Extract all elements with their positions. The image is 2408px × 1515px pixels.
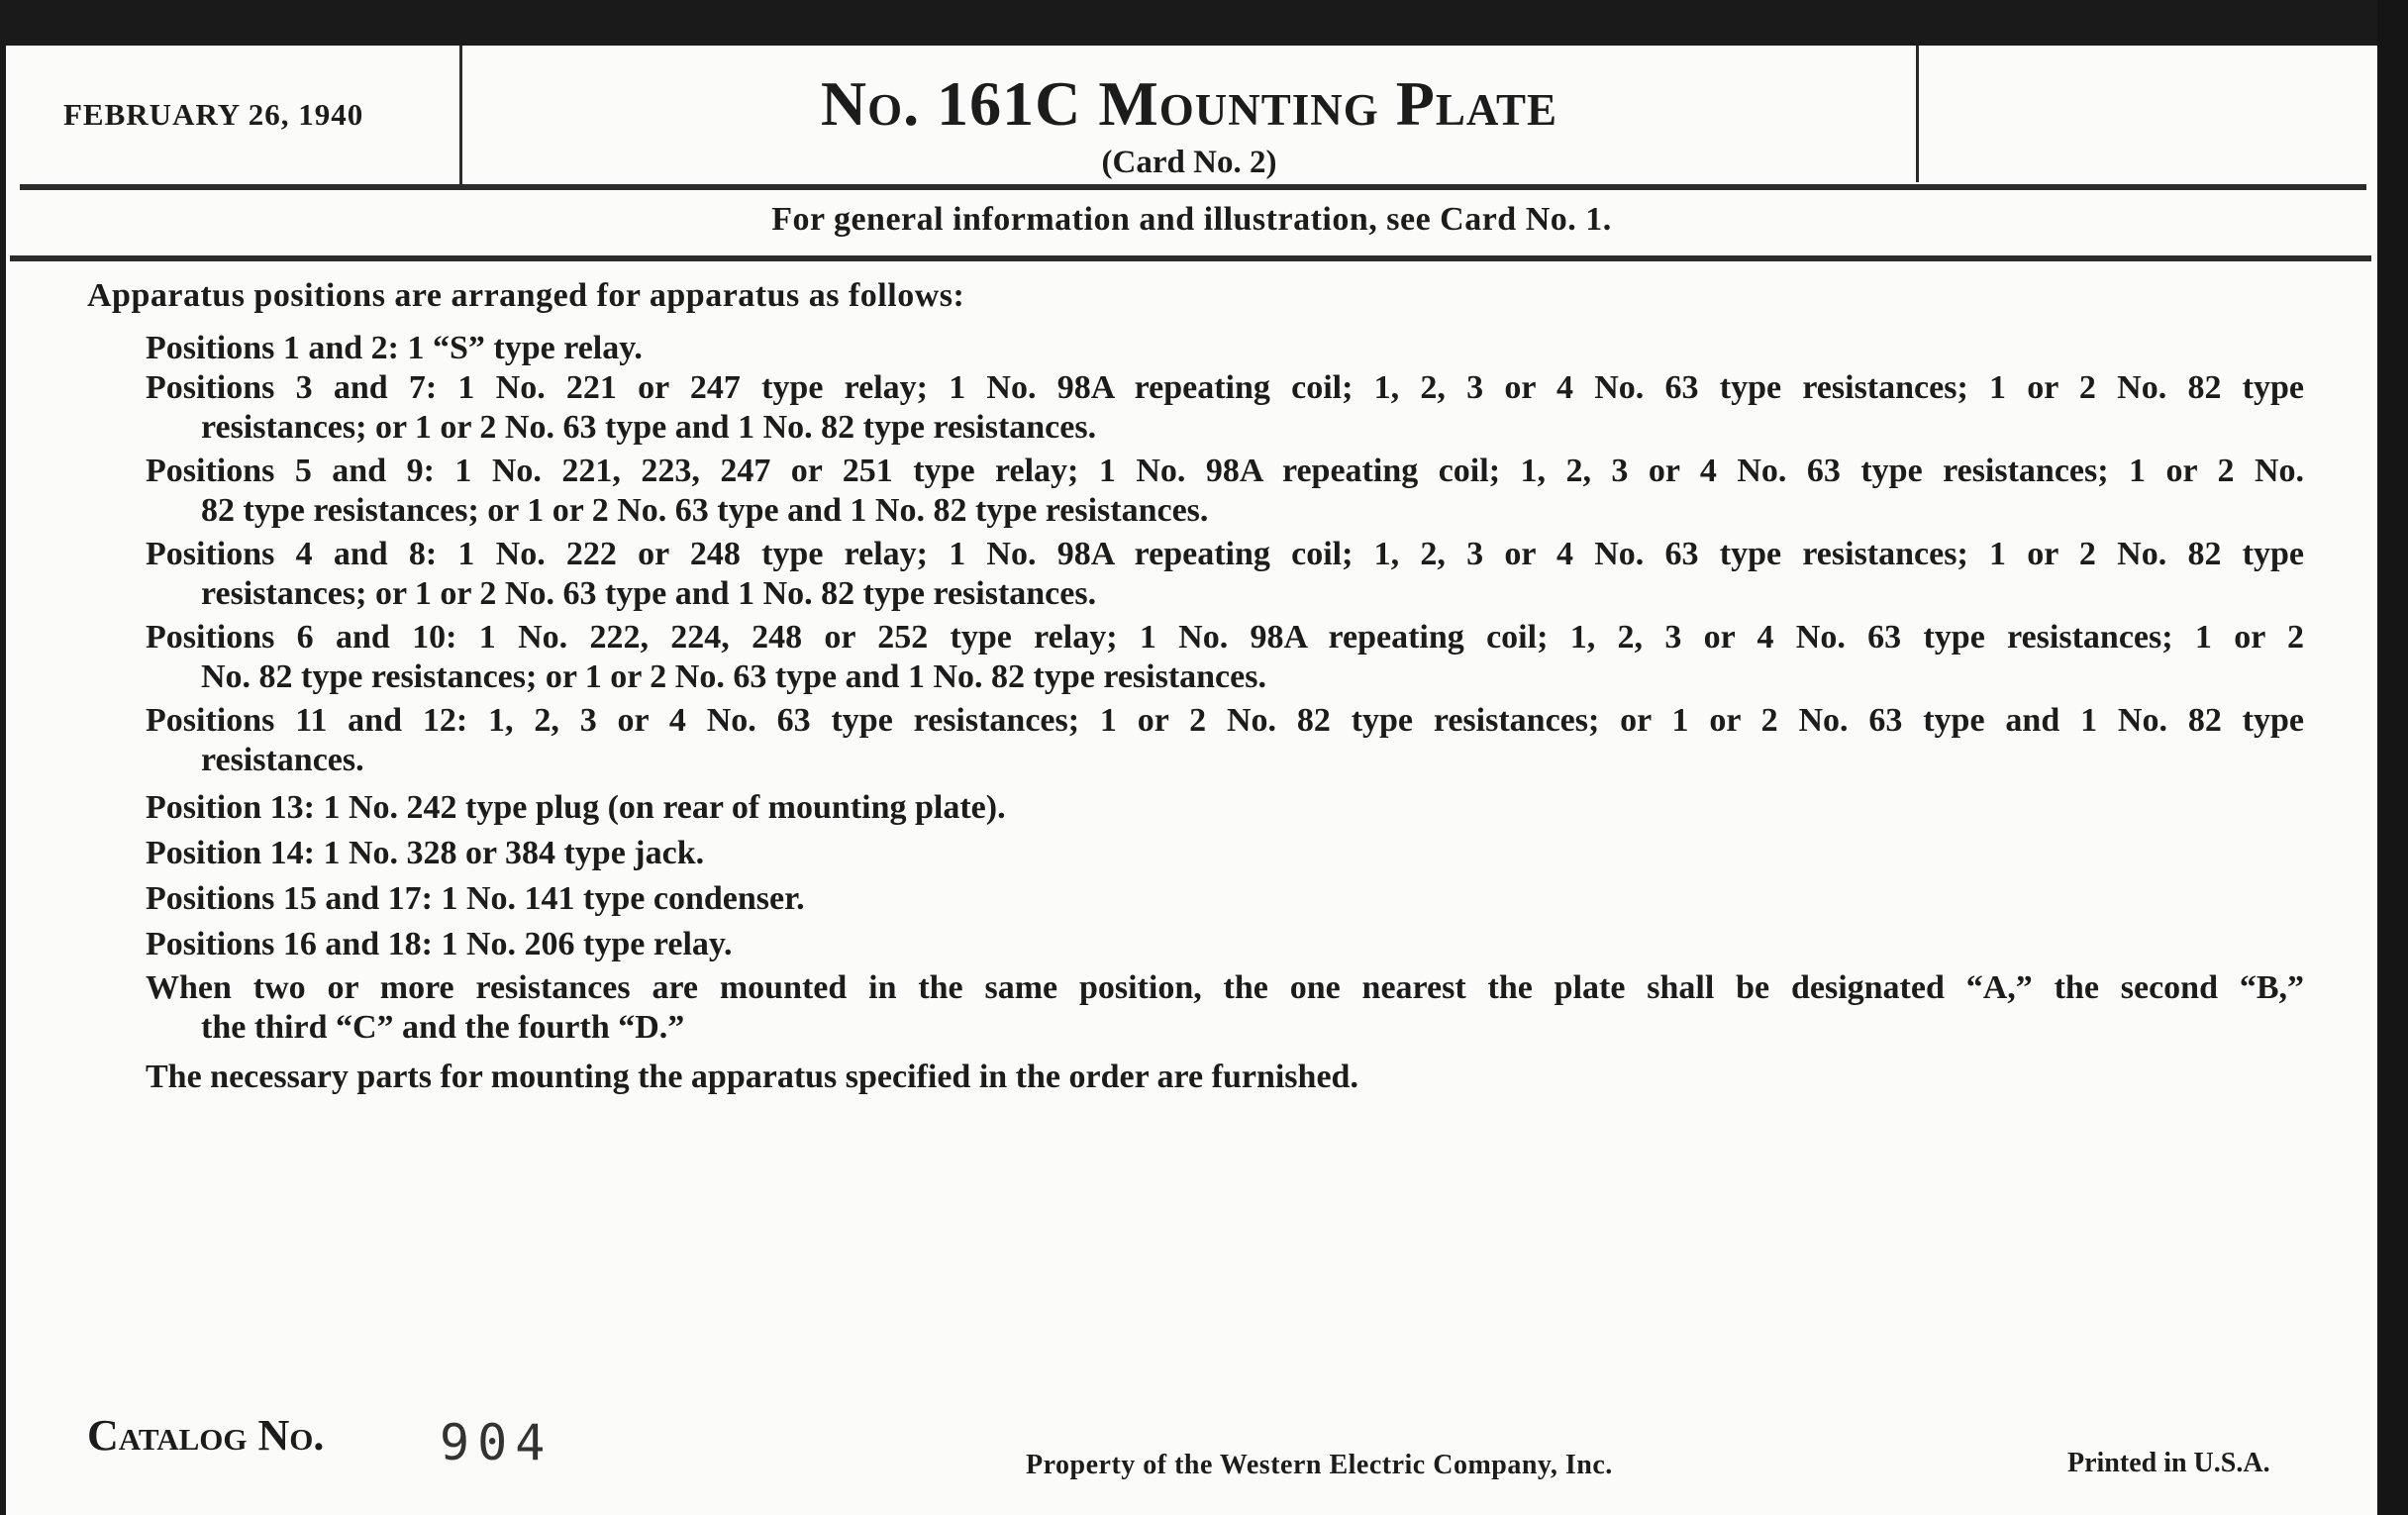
info-rule xyxy=(10,255,2371,261)
entry-line: Positions 15 and 17: 1 No. 141 type condenser. xyxy=(146,880,805,917)
entry-line: Positions 4 and 8: 1 No. 222 or 248 type relay; 1 No. 98A repeating coil; 1, 2, 3 or 4 No. 63 type resistances; 1 or 2 No. 82 type xyxy=(146,536,2304,572)
entry-line: resistances; or 1 or 2 No. 63 type and 1 No. 82 type resistances. xyxy=(201,409,1097,446)
card-number: (Card No. 2) xyxy=(1101,145,1277,180)
entry-line: Positions 1 and 2: 1 “S” type relay. xyxy=(146,330,643,366)
scan-edge xyxy=(2377,0,2408,1515)
position-entry xyxy=(146,701,2304,780)
position-entry xyxy=(146,1058,2304,1097)
header-rule xyxy=(20,184,2366,190)
entry-line: Positions 16 and 18: 1 No. 206 type relay. xyxy=(146,926,733,962)
entry-line: Position 13: 1 No. 242 type plug (on rear of mounting plate). xyxy=(146,789,1006,826)
entry-line: Positions 6 and 10: 1 No. 222, 224, 248 or 252 type relay; 1 No. 98A repeating coil; 1, 2, 3 or 4 No. 63 type resistances; 1 or 2 xyxy=(146,619,2304,656)
entry-line: Positions 11 and 12: 1, 2, 3 or 4 No. 63 type resistances; 1 or 2 No. 82 type resistances; or 1 or 2 No. 63 type and 1 No. 82 type xyxy=(146,702,2304,739)
printed-in-notice: Printed in U.S.A. xyxy=(2067,1448,2270,1478)
entry-line: resistances. xyxy=(201,742,364,778)
card-date: FEBRUARY 26, 1940 xyxy=(63,97,364,132)
entry-line: The necessary parts for mounting the apparatus specified in the order are furnished. xyxy=(146,1059,1358,1095)
entry-line: Positions 5 and 9: 1 No. 221, 223, 247 or 251 type relay; 1 No. 98A repeating coil; 1, 2, 3 or 4 No. 63 type resistances; 1 or 2 No. xyxy=(146,453,2304,489)
entry-line: Positions 3 and 7: 1 No. 221 or 247 type relay; 1 No. 98A repeating coil; 1, 2, 3 or 4 No. 63 type resistances; 1 or 2 No. 82 type xyxy=(146,369,2304,406)
intro-text: Apparatus positions are arranged for apparatus as follows: xyxy=(87,277,965,314)
page-title: No. 161C Mounting Plate xyxy=(820,68,1558,139)
entry-line: 82 type resistances; or 1 or 2 No. 63 type and 1 No. 82 type resistances. xyxy=(201,492,1209,529)
position-entry xyxy=(146,834,2304,873)
entry-line: resistances; or 1 or 2 No. 63 type and 1 No. 82 type resistances. xyxy=(201,575,1097,612)
position-entry xyxy=(146,968,2304,1048)
property-notice: Property of the Western Electric Company, Inc. xyxy=(1026,1450,1613,1480)
position-entry xyxy=(146,368,2304,448)
position-entry xyxy=(146,535,2304,614)
catalog-label: Catalog No. xyxy=(87,1411,325,1460)
entry-line: the third “C” and the fourth “D.” xyxy=(201,1009,685,1046)
general-info-note: For general information and illustration, see Card No. 1. xyxy=(771,201,1612,238)
position-entry xyxy=(146,329,2304,368)
catalog-number: 904 xyxy=(440,1414,553,1471)
catalog-card xyxy=(6,46,2377,1515)
position-entry xyxy=(146,452,2304,531)
position-entry xyxy=(146,879,2304,919)
entry-line: No. 82 type resistances; or 1 or 2 No. 63 type and 1 No. 82 type resistances. xyxy=(201,658,1266,695)
position-entry xyxy=(146,618,2304,697)
entry-line: When two or more resistances are mounted in the same position, the one nearest the plate shall be designated “A,” the second “B,” xyxy=(146,969,2304,1006)
position-entry xyxy=(146,925,2304,964)
entry-line: Position 14: 1 No. 328 or 384 type jack. xyxy=(146,835,705,871)
position-entry xyxy=(146,788,2304,828)
